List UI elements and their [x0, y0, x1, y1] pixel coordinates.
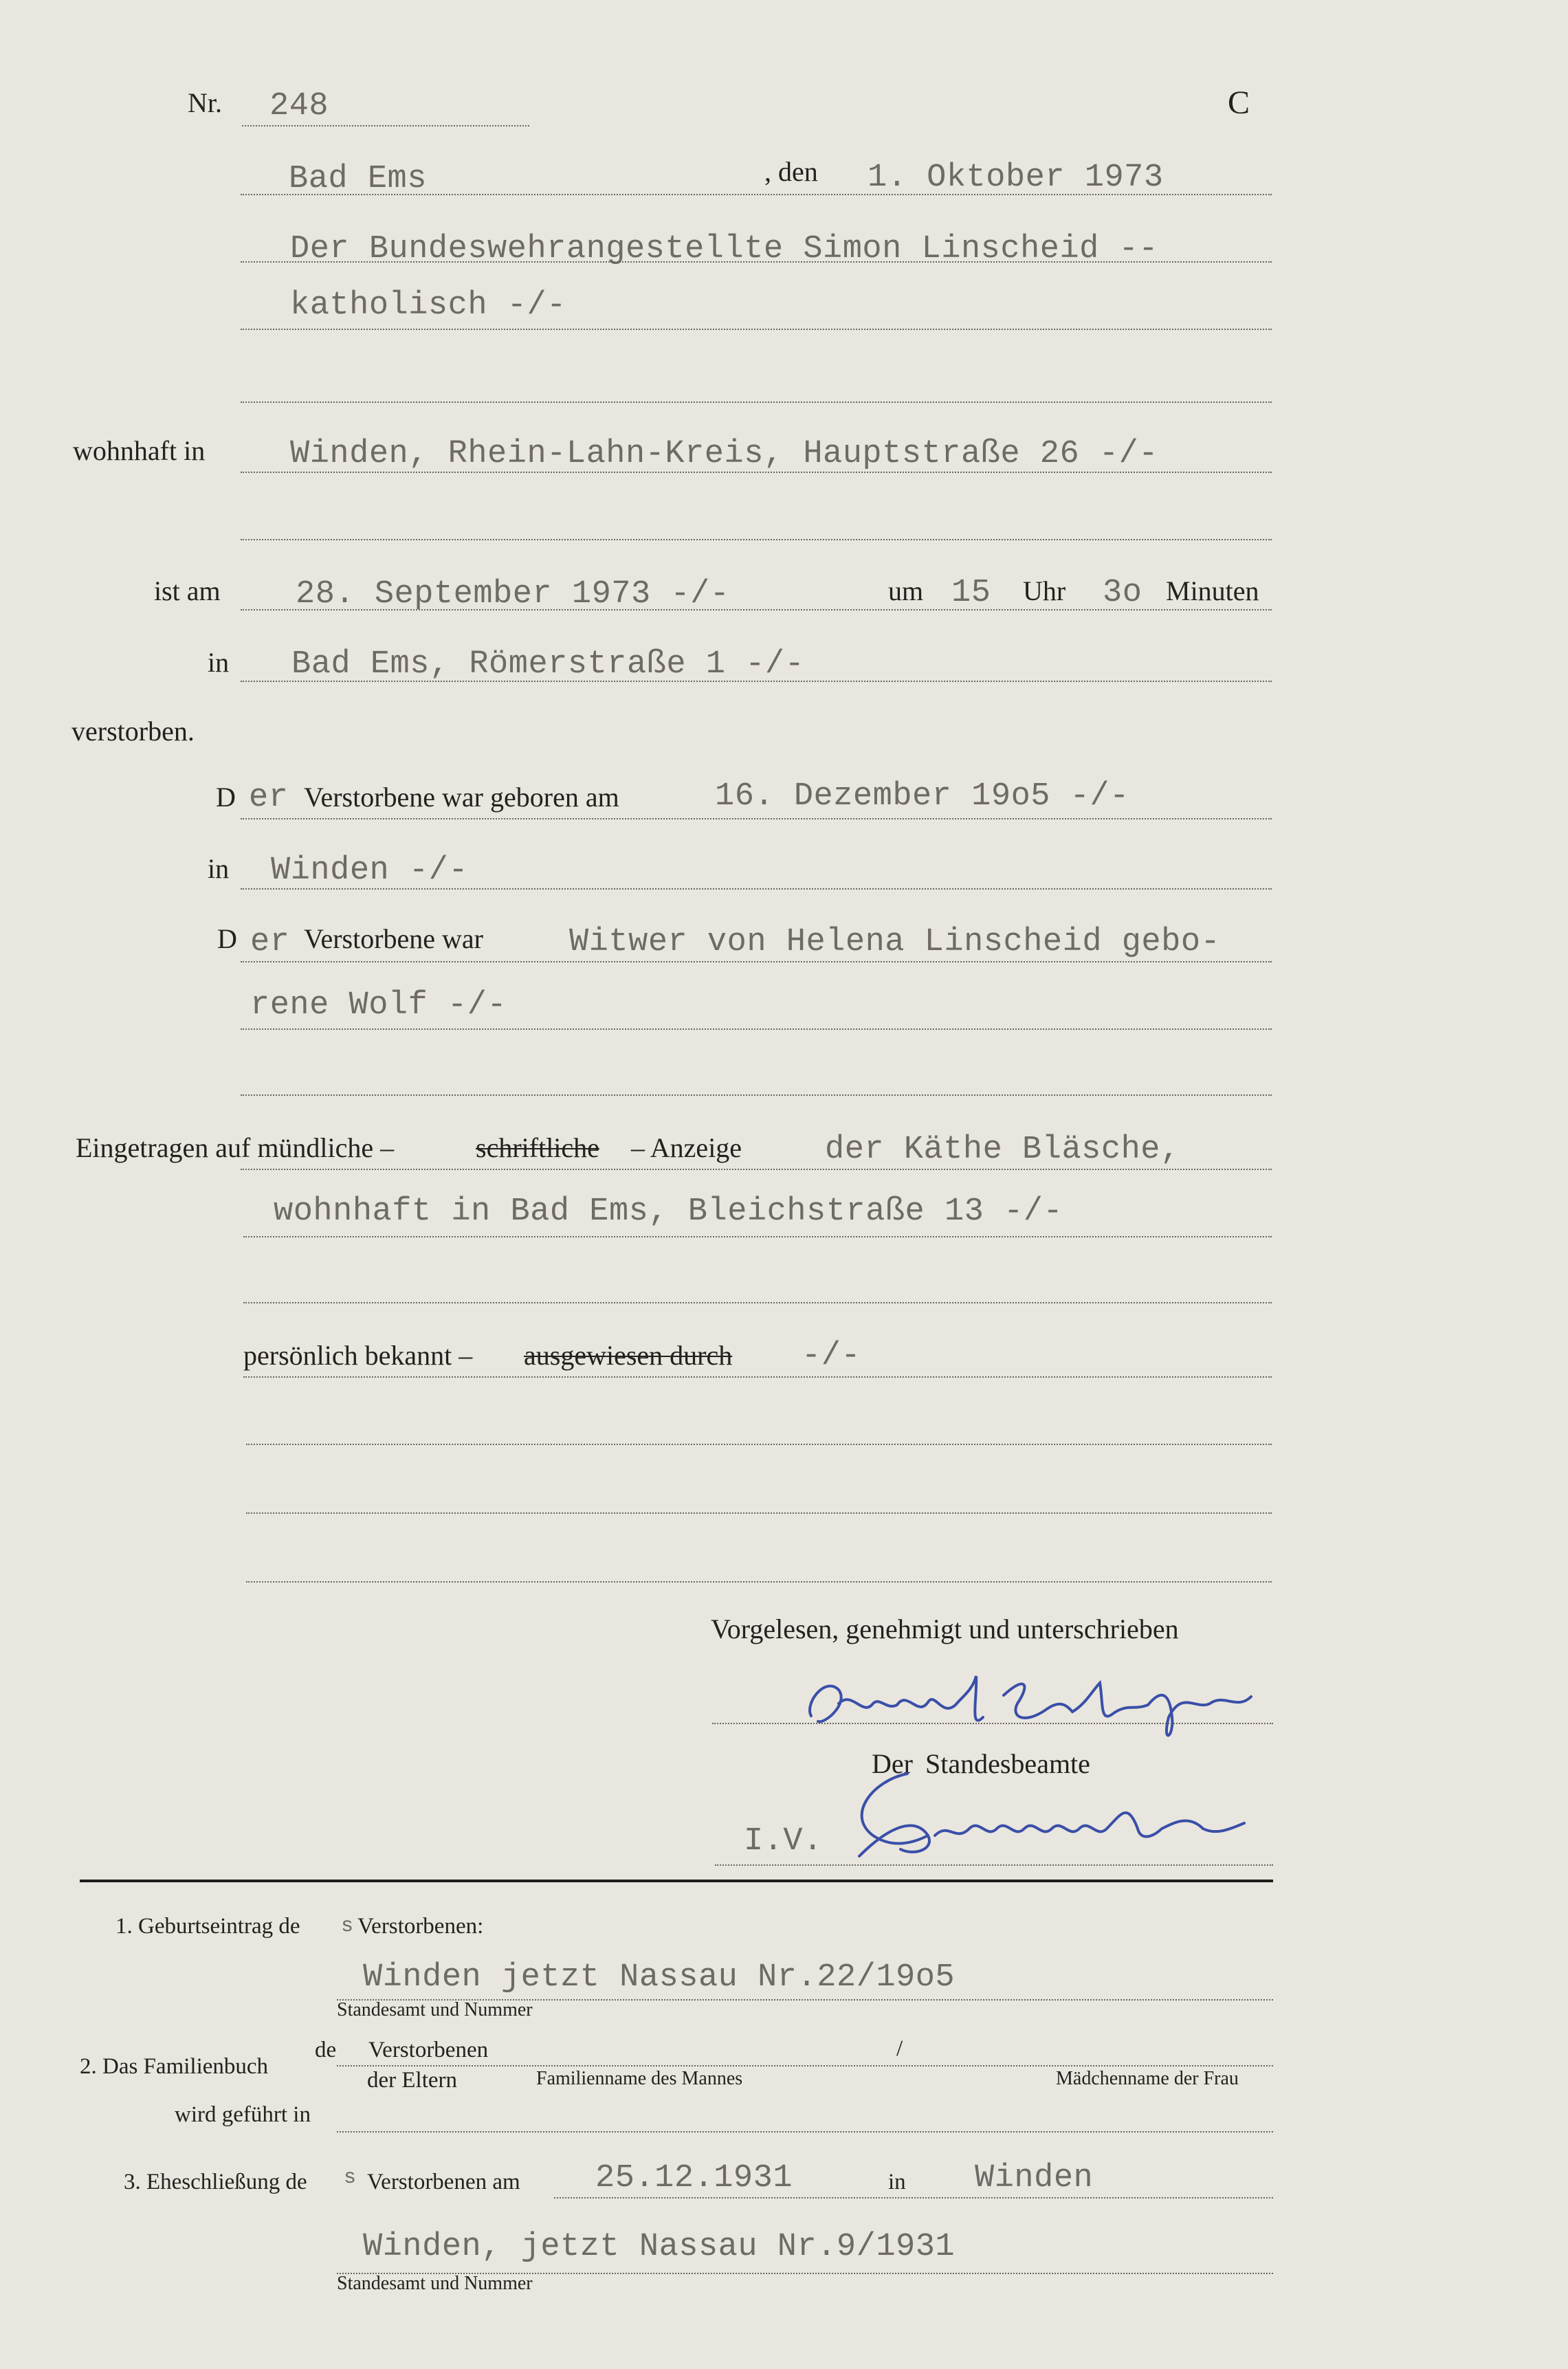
- standesamt-label-2: Standesamt und Nummer: [337, 2273, 533, 2294]
- item1-rest: Verstorbenen:: [357, 1914, 484, 1939]
- deceased-name-line2: katholisch -/-: [290, 287, 566, 324]
- rule-line: [241, 609, 1272, 610]
- rule-line: [243, 1302, 1272, 1303]
- section-separator: [80, 1880, 1273, 1882]
- marriage-date: 25.12.1931: [595, 2160, 793, 2196]
- ausgewiesen-struck: ausgewiesen durch: [524, 1340, 733, 1371]
- rule-line: [241, 1094, 1272, 1096]
- birth-registry-value: Winden jetzt Nassau Nr.22/19o5: [363, 1959, 956, 1996]
- birth-d: D: [216, 782, 236, 813]
- bekannt-value: -/-: [802, 1338, 861, 1374]
- rule-line: [241, 1169, 1272, 1170]
- birth-label: Verstorbene war geboren am: [304, 782, 619, 813]
- death-minute: 3o: [1103, 575, 1142, 611]
- schriftliche-struck: schriftliche: [476, 1132, 599, 1163]
- death-date-label: ist am: [154, 575, 221, 606]
- marriage-place: Winden: [975, 2160, 1094, 2196]
- um-label: um: [888, 575, 924, 606]
- rule-line: [241, 681, 1272, 682]
- death-hour: 15: [951, 575, 991, 611]
- official-signature-image: [832, 1760, 1258, 1870]
- rule-line: [715, 1864, 1273, 1866]
- birth-er: er: [249, 780, 289, 816]
- informant-line2: wohnhaft in Bad Ems, Bleichstraße 13 -/-: [274, 1193, 1063, 1230]
- rule-line: [241, 1028, 1272, 1030]
- death-date: 28. September 1973 -/-: [296, 576, 730, 613]
- registry-date: 1. Oktober 1973: [868, 159, 1164, 196]
- item2-eltern: der Eltern: [367, 2068, 458, 2093]
- rule-line: [337, 2131, 1273, 2133]
- rule-line: [241, 329, 1272, 330]
- standesamt-label-1: Standesamt und Nummer: [337, 1999, 533, 2020]
- informant-signature-image: [797, 1662, 1279, 1752]
- item3-label: 3. Eheschließung de: [124, 2170, 307, 2194]
- den-label: , den: [764, 156, 818, 187]
- birth-date: 16. Dezember 19o5 -/-: [715, 778, 1129, 815]
- item3-rest: Verstorbenen am: [367, 2170, 520, 2194]
- rule-line: [241, 472, 1272, 473]
- rule-line: [246, 1512, 1272, 1514]
- status-label: Verstorbene war: [304, 923, 483, 954]
- rule-line: [246, 1444, 1272, 1445]
- birth-place: Winden -/-: [271, 852, 469, 889]
- rule-line: [241, 888, 1272, 890]
- residence-value: Winden, Rhein-Lahn-Kreis, Hauptstraße 26 -/-: [290, 436, 1159, 472]
- residence-label: wohnhaft in: [73, 435, 206, 466]
- nr-line: [242, 125, 529, 126]
- rule-line: [246, 1581, 1272, 1583]
- rule-line: [243, 1236, 1272, 1237]
- standesbeamte-label: Standesbeamte: [925, 1748, 1090, 1779]
- rule-line: [243, 1376, 1272, 1378]
- vorgelesen-label: Vorgelesen, genehmigt und unterschrieben: [711, 1613, 1179, 1644]
- nr-label: Nr.: [188, 87, 222, 118]
- rule-line: [712, 1723, 1273, 1724]
- minuten-label: Minuten: [1166, 575, 1259, 606]
- familienname-mann-label: Familienname des Mannes: [536, 2068, 743, 2089]
- item2-label: 2. Das Familienbuch: [80, 2054, 269, 2079]
- uhr-label: Uhr: [1023, 575, 1066, 606]
- der-label: Der: [872, 1748, 913, 1779]
- item3-in: in: [888, 2170, 906, 2194]
- birth-place-label: in: [208, 853, 230, 884]
- verstorben-label: verstorben.: [71, 716, 195, 747]
- eingetragen-label: Eingetragen auf mündliche –: [76, 1132, 395, 1163]
- rule-line: [241, 539, 1272, 540]
- iv-label: I.V.: [744, 1823, 823, 1860]
- item2-verstorbenen: Verstorbenen: [368, 2038, 489, 2062]
- marriage-registry-value: Winden, jetzt Nassau Nr.9/1931: [363, 2229, 956, 2265]
- maedchenname-frau-label: Mädchenname der Frau: [1056, 2068, 1239, 2089]
- deceased-name-line1: Der Bundeswehrangestellte Simon Linscheid --: [290, 231, 1159, 267]
- anzeige-label: – Anzeige: [631, 1132, 742, 1163]
- form-letter: C: [1228, 85, 1250, 121]
- death-place: Bad Ems, Römerstraße 1 -/-: [291, 646, 805, 683]
- item2-slash: /: [896, 2036, 903, 2061]
- item1-suffix: s: [341, 1915, 354, 1938]
- rule-line: [241, 401, 1272, 403]
- informant-line1: der Käthe Bläsche,: [825, 1132, 1180, 1168]
- registry-place: Bad Ems: [289, 161, 427, 197]
- entry-number: 248: [269, 88, 329, 124]
- item2-de: de: [315, 2038, 337, 2062]
- rule-line: [241, 261, 1272, 263]
- death-place-label: in: [208, 647, 230, 678]
- item1-label: 1. Geburtseintrag de: [115, 1914, 300, 1939]
- status-er: er: [250, 924, 290, 960]
- rule-line: [241, 961, 1272, 962]
- rule-line: [337, 2065, 1273, 2067]
- bekannt-label: persönlich bekannt –: [243, 1340, 473, 1371]
- date-line: [241, 194, 1272, 195]
- item3-suffix: s: [344, 2166, 357, 2190]
- status-line2: rene Wolf -/-: [250, 987, 507, 1024]
- rule-line: [241, 818, 1272, 819]
- item2-gefuehrt: wird geführt in: [175, 2102, 311, 2127]
- status-line1: Witwer von Helena Linscheid gebo-: [569, 924, 1221, 960]
- status-d: D: [217, 923, 237, 954]
- rule-line: [554, 2197, 1273, 2199]
